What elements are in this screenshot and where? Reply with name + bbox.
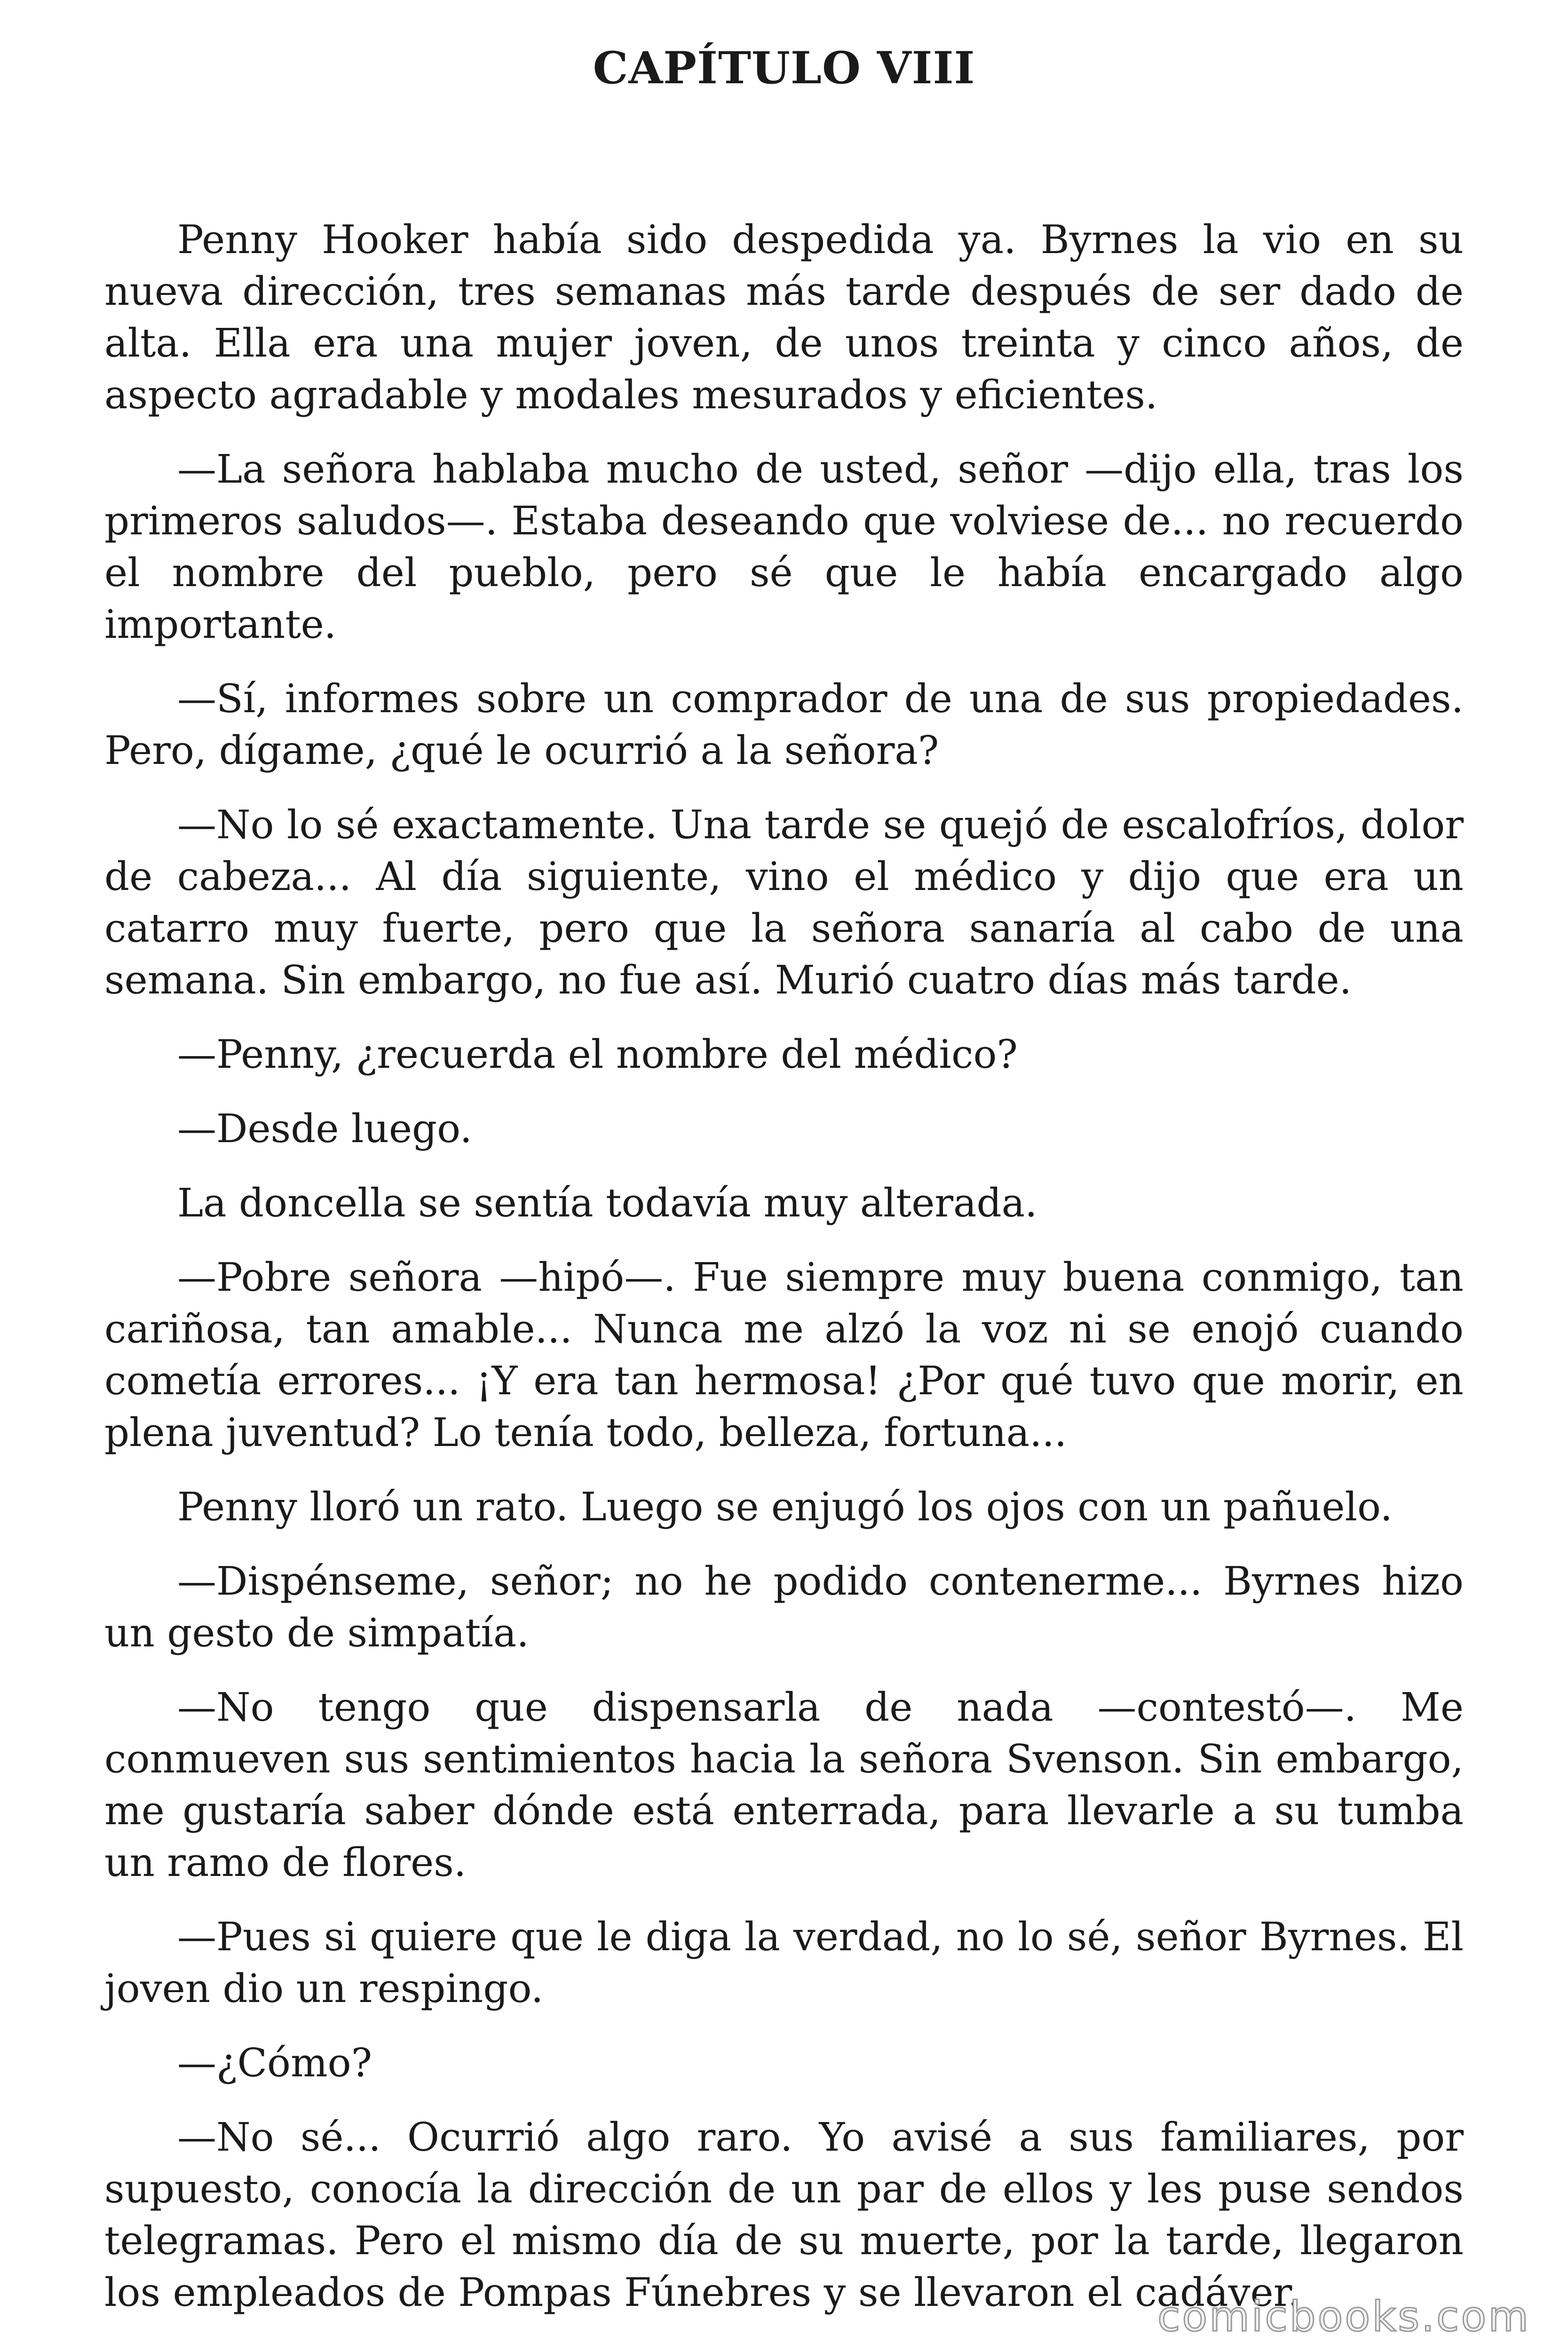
paragraph-1: Penny Hooker había sido despedida ya. Byrnes la vio en su nueva dirección, tres semanas más tarde después de ser dado de alta. Ella era una mujer joven, de unos treinta y cinco años, de aspecto agradable y modales mesurados y eficientes. — [104, 217, 1464, 418]
paragraph-3: —Sí, informes sobre un comprador de una de sus propiedades. Pero, dígame, ¿qué le ocurrió a la señora? — [104, 676, 1464, 773]
watermark: comicbooks.com — [1157, 2292, 1530, 2341]
paragraph-6: —Desde luego. — [177, 1106, 473, 1152]
chapter-body — [104, 214, 1464, 2341]
paragraph-12: —Pues si quiere que le diga la verdad, no lo sé, señor Byrnes. El joven dio un respingo. — [104, 1914, 1464, 2011]
paragraph-14: —No sé... Ocurrió algo raro. Yo avisé a sus familiares, por supuesto, conocía la dirección de un par de ellos y les puse sendos telegramas. Pero el mismo día de su muerte, por la tarde, llegaron los empleados de Pompas Fúnebres y se llevaron el cadáver. — [104, 2114, 1464, 2315]
paragraph-7: La doncella se sentía todavía muy alterada. — [177, 1180, 1037, 1226]
chapter-title: CAPÍTULO VIII — [593, 42, 975, 94]
paragraph-5: —Penny, ¿recuerda el nombre del médico? — [177, 1032, 1018, 1077]
paragraph-8: —Pobre señora —hipó—. Fue siempre muy buena conmigo, tan cariñosa, tan amable... Nunca me alzó la voz ni se enojó cuando cometía errores... ¡Y era tan hermosa! ¿Por qué tuvo que morir, en plena juventud? Lo tenía todo, belleza, fortuna... — [104, 1255, 1464, 1455]
paragraph-11: —No tengo que dispensarla de nada —contestó—. Me conmueven sus sentimientos hacia la señora Svenson. Sin embargo, me gustaría saber dónde está enterrada, para llevarle a su tumba un ramo de flores. — [104, 1685, 1464, 1885]
paragraph-2: —La señora hablaba mucho de usted, señor —dijo ella, tras los primeros saludos—. Estaba deseando que volviese de... no recuerdo el nombre del pueblo, pero sé que le había encargado algo importante. — [104, 446, 1464, 647]
paragraph-10: —Dispénseme, señor; no he podido contenerme... Byrnes hizo un gesto de simpatía. — [104, 1558, 1464, 1656]
paragraph-4: —No lo sé exactamente. Una tarde se quejó de escalofríos, dolor de cabeza... Al día siguiente, vino el médico y dijo que era un catarro muy fuerte, pero que la señora sanaría al cabo de una semana. Sin embargo, no fue así. Murió cuatro días más tarde. — [104, 802, 1464, 1003]
paragraph-13: —¿Cómo? — [177, 2040, 372, 2086]
paragraph-9: Penny lloró un rato. Luego se enjugó los ojos con un pañuelo. — [177, 1484, 1393, 1530]
